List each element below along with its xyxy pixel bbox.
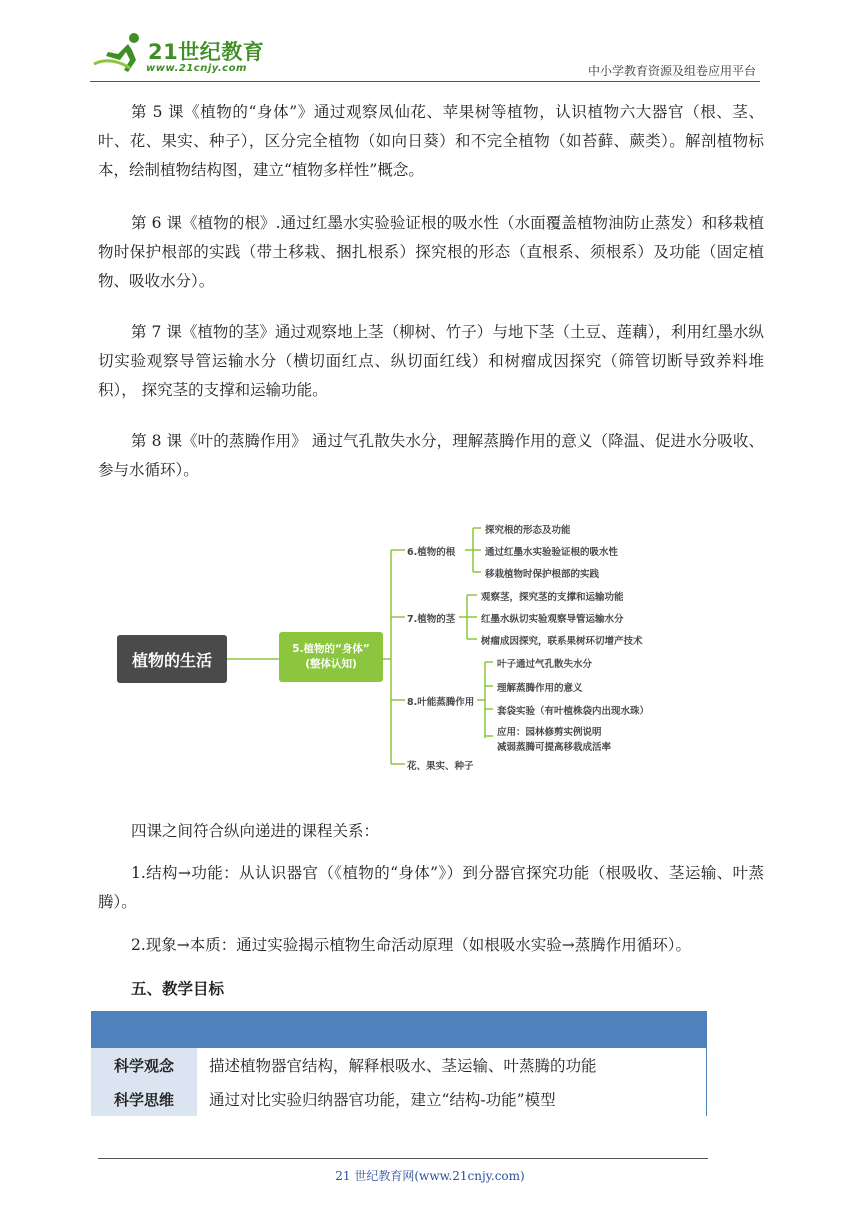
branch-stem-label: 7.植物的茎 — [407, 614, 456, 625]
mind-map-root: 植物的生活 — [117, 635, 227, 683]
section-title: 五、教学目标 — [131, 980, 225, 998]
relation-point-1: 1.结构→功能：从认识器官（《植物的“身体”》）到分器官探究功能（根吸收、茎运输、叶蒸腾）。 — [98, 864, 764, 911]
teaching-goals-table — [91, 1011, 707, 1116]
goals-table-header — [91, 1011, 707, 1048]
relation-intro: 四课之间符合纵向递进的课程关系： — [131, 822, 380, 840]
goal-label: 科学观念 — [91, 1048, 197, 1082]
mind-map-diagram — [115, 510, 675, 782]
paragraph-lesson-8: 第 8 课《叶的蒸腾作用》 通过气孔散失水分，理解蒸腾作用的意义（降温、促进水分吸收、参与水循环）。 — [98, 432, 764, 479]
branch-stem-item: 红墨水纵切实验观察导管运输水分 — [481, 614, 624, 625]
goals-table-row — [91, 1048, 707, 1082]
runner-logo-icon — [90, 30, 150, 74]
header-platform-text: 中小学教育资源及组卷应用平台 — [587, 64, 756, 78]
goal-text: 描述植物器官结构，解释根吸水、茎运输、叶蒸腾的功能 — [209, 1057, 597, 1075]
branch-root-item: 通过红墨水实验验证根的吸水性 — [485, 547, 619, 558]
mind-map-center-node — [279, 632, 383, 682]
branch-root-item: 探究根的形态及功能 — [485, 525, 571, 536]
branch-stem-item: 树瘤成因探究，联系果树环切增产技术 — [481, 636, 643, 647]
branch-leaf-item: 应用：园林修剪实例说明 — [497, 727, 602, 738]
table-right-border — [706, 1048, 707, 1116]
paragraph-lesson-7: 第 7 课《植物的茎》通过观察地上茎（柳树、竹子）与地下茎（土豆、莲藕），利用红墨水纵切实验观察导管运输水分（横切面红点、纵切面红线）和树瘤成因探究（筛管切断导致养料堆积）， 探究茎的支撑和运输功能。 — [98, 323, 764, 399]
logo-text: 21世纪教育 — [148, 40, 265, 64]
goal-label: 科学思维 — [91, 1082, 197, 1116]
branch-leaf-item: 套袋实验（有叶植株袋内出现水珠） — [497, 706, 650, 717]
goals-table-row — [91, 1082, 707, 1116]
branch-root-item: 移栽植物时保护根部的实践 — [485, 569, 600, 580]
branch-leaf-label: 8.叶能蒸腾作用 — [407, 697, 475, 708]
branch-stem-item: 观察茎，探究茎的支撑和运输功能 — [481, 592, 624, 603]
branch-leaf-item: 减弱蒸腾可提高移栽成活率 — [497, 742, 612, 753]
branch-leaf-item: 叶子通过气孔散失水分 — [497, 659, 593, 670]
page-header — [90, 26, 760, 82]
center-node-line2: (整体认知) — [305, 658, 357, 670]
logo-url-text: www.21cnjy.com — [146, 63, 247, 74]
branch-root-label: 6.植物的根 — [407, 547, 456, 558]
footer-text[interactable]: 21 世纪教育网(www.21cnjy.com) — [335, 1169, 525, 1183]
center-node-line1: 5.植物的“身体” — [292, 643, 370, 655]
relation-point-2: 2.现象→本质：通过实验揭示植物生命活动原理（如根吸水实验→蒸腾作用循环）。 — [131, 936, 692, 954]
header-divider — [90, 81, 760, 82]
footer-divider — [98, 1158, 708, 1159]
branch-flower-label: 花、果实、种子 — [407, 761, 474, 772]
paragraph-lesson-6: 第 6 课《植物的根》.通过红墨水实验验证根的吸水性（水面覆盖植物油防止蒸发）和移栽植物时保护根部的实践（带土移栽、捆扎根系）探究根的形态（直根系、须根系）及功能（固定植物、吸收水分）。 — [98, 214, 764, 290]
paragraph-lesson-5: 第 5 课《植物的“身体”》通过观察凤仙花、苹果树等植物，认识植物六大器官（根、茎、叶、花、果实、种子），区分完全植物（如向日葵）和不完全植物（如苔藓、蕨类）。解剖植物标本，绘制植物结构图，建立“植物多样性”概念。 — [98, 103, 764, 179]
goal-text: 通过对比实验归纳器官功能，建立“结构-功能”模型 — [209, 1091, 556, 1109]
branch-leaf-item: 理解蒸腾作用的意义 — [497, 683, 583, 694]
